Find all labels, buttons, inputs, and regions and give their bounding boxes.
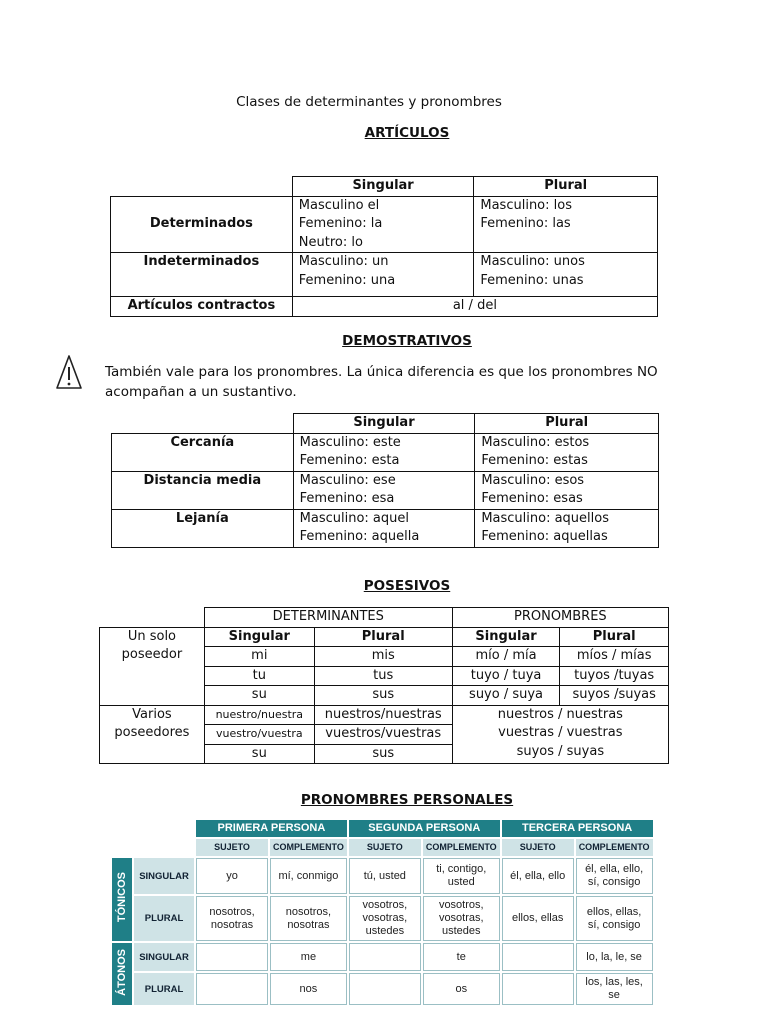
cell-singular [292, 196, 474, 253]
value: Masculino: un [298, 254, 389, 269]
pp-cell: tú, usted [349, 858, 421, 894]
col-plural: Plural [474, 177, 658, 197]
cell-plural [474, 196, 658, 253]
value: Masculino: los [480, 197, 572, 213]
col-singular: Singular [292, 177, 474, 197]
value: Femenino: estas [481, 453, 588, 468]
row-label-indeterminados: Indeterminados [111, 253, 293, 297]
row-label-contractos: Artículos contractos [111, 297, 293, 317]
value: nuestros / nuestras [497, 706, 623, 722]
row-label-determinados: Determinados [111, 196, 293, 253]
pp-cell: él, ella, ello, sí, consigo [576, 858, 653, 894]
value: Femenino: una [298, 272, 396, 288]
blank [112, 839, 132, 856]
document-title: Clases de determinantes y pronombres [236, 94, 502, 110]
value: Masculino: aquel [299, 510, 409, 526]
row-plural: PLURAL [134, 896, 194, 941]
value: Masculino: unos [480, 254, 585, 269]
det-plural: sus [314, 686, 452, 706]
col-det-plural: Plural [314, 627, 452, 647]
pp-cell: vosotros, vosotras, ustedes [349, 896, 421, 941]
det-plural: sus [314, 744, 452, 764]
pp-cell: nos [270, 973, 347, 1005]
pron-plural: míos / mías [560, 647, 669, 667]
det-singular: tu [204, 666, 314, 686]
col-det-singular: Singular [204, 627, 314, 647]
det-plural: vuestros/vuestras [314, 725, 452, 745]
pp-cell [196, 943, 268, 971]
pp-cell: vosotros, vosotras, ustedes [423, 896, 500, 941]
blank [134, 839, 194, 856]
header-primera: PRIMERA PERSONA [196, 820, 347, 837]
value: Femenino: aquella [299, 529, 420, 544]
row-label-cercania: Cercanía [112, 433, 294, 471]
pp-cell: te [423, 943, 500, 971]
pp-cell: nosotros, nosotras [270, 896, 347, 941]
row-label-lejania: Lejanía [112, 509, 294, 547]
det-singular: vuestro/vuestra [204, 725, 314, 745]
pp-cell: él, ella, ello [502, 858, 574, 894]
col-singular: Singular [293, 414, 475, 434]
value: Neutro: lo [298, 234, 363, 250]
cell-singular [293, 433, 475, 471]
label-line: Un solo [127, 628, 177, 644]
row-label-varios-poseedores [100, 705, 205, 764]
value: Femenino: esa [299, 491, 395, 506]
pp-cell: os [423, 973, 500, 1005]
sub-sujeto: SUJETO [196, 839, 268, 856]
value: Masculino: ese [299, 472, 396, 488]
pp-cell: lo, la, le, se [576, 943, 653, 971]
det-plural: nuestros/nuestras [314, 705, 452, 725]
cell-plural [475, 471, 659, 509]
pp-cell: mí, conmigo [270, 858, 347, 894]
cell-plural [475, 433, 659, 471]
det-singular: mi [204, 647, 314, 667]
cell-singular [293, 509, 475, 547]
pron-varios [452, 705, 668, 764]
empty-corner [100, 608, 205, 628]
label-line: poseedores [114, 725, 190, 740]
row-label-distancia-media: Distancia media [112, 471, 294, 509]
pp-cell: los, las, les, se [576, 973, 653, 1005]
section-heading-demostrativos: DEMOSTRATIVOS [342, 333, 472, 349]
sub-sujeto: SUJETO [502, 839, 574, 856]
contractos-value: al / del [292, 297, 657, 317]
pp-cell: ellos, ellas [502, 896, 574, 941]
det-plural: tus [314, 666, 452, 686]
cell-plural [475, 509, 659, 547]
det-singular: su [204, 686, 314, 706]
pron-singular: suyo / suya [452, 686, 560, 706]
pp-cell: ti, contigo, usted [423, 858, 500, 894]
value: Femenino: aquellas [481, 529, 608, 544]
pron-plural: tuyos /tuyas [560, 666, 669, 686]
pp-cell: ellos, ellas, sí, consigo [576, 896, 653, 941]
value: vuestras / vuestras [498, 725, 623, 740]
pp-cell [196, 973, 268, 1005]
atonos-label: ÁTONOS [115, 948, 128, 996]
sub-sujeto: SUJETO [349, 839, 421, 856]
sub-complemento: COMPLEMENTO [270, 839, 347, 856]
pp-cell: me [270, 943, 347, 971]
pp-cell [502, 943, 574, 971]
row-plural: PLURAL [134, 973, 194, 1005]
col-plural: Plural [475, 414, 659, 434]
articulos-table [110, 176, 658, 317]
section-heading-posesivos: POSESIVOS [363, 578, 451, 594]
pron-plural: suyos /suyas [560, 686, 669, 706]
group-pronombres: PRONOMBRES [452, 608, 668, 628]
tonicos-label: TÓNICOS [115, 872, 128, 923]
value: Femenino: las [480, 216, 571, 231]
cell-plural [474, 253, 658, 297]
value: Masculino el [298, 197, 380, 213]
side-tonicos [112, 858, 132, 941]
det-singular: su [204, 744, 314, 764]
cell-singular [293, 471, 475, 509]
section-heading-personales: PRONOMBRES PERSONALES [300, 792, 514, 808]
cell-singular [292, 253, 474, 297]
row-label-un-solo-poseedor [100, 627, 205, 705]
warning-icon [55, 354, 83, 392]
pp-cell [349, 943, 421, 971]
pp-cell: yo [196, 858, 268, 894]
personales-table [110, 818, 655, 1007]
side-atonos [112, 943, 132, 1005]
group-determinantes: DETERMINANTES [204, 608, 452, 628]
det-singular: nuestro/nuestra [204, 705, 314, 725]
header-segunda: SEGUNDA PERSONA [349, 820, 500, 837]
empty-corner [112, 414, 294, 434]
blank [134, 820, 194, 837]
pp-cell: nosotros, nosotras [196, 896, 268, 941]
label-line: Varios [132, 706, 172, 722]
demostrativos-table [111, 413, 659, 548]
value: Femenino: unas [480, 272, 584, 288]
blank [112, 820, 132, 837]
sub-complemento: COMPLEMENTO [423, 839, 500, 856]
value: Masculino: este [299, 434, 401, 450]
label-line: poseedor [121, 647, 183, 662]
pp-cell [502, 973, 574, 1005]
value: Masculino: aquellos [481, 510, 609, 526]
pron-singular: mío / mía [452, 647, 560, 667]
value: Femenino: esta [299, 453, 400, 468]
row-singular: SINGULAR [134, 943, 194, 971]
header-tercera: TERCERA PERSONA [502, 820, 653, 837]
col-pron-singular: Singular [452, 627, 560, 647]
col-pron-plural: Plural [560, 627, 669, 647]
section-heading-articulos: ARTÍCULOS [364, 125, 450, 141]
row-singular: SINGULAR [134, 858, 194, 894]
value: Femenino: esas [481, 491, 583, 506]
value: suyos / suyas [516, 743, 605, 759]
pron-singular: tuyo / tuya [452, 666, 560, 686]
demostrativos-note: También vale para los pronombres. La única diferencia es que los pronombres NO acompañan a un sustantivo. [105, 364, 658, 400]
det-plural: mis [314, 647, 452, 667]
empty-corner [111, 177, 293, 197]
sub-complemento: COMPLEMENTO [576, 839, 653, 856]
value: Masculino: estos [481, 434, 590, 450]
posesivos-table [99, 607, 669, 764]
value: Masculino: esos [481, 472, 585, 488]
pp-cell [349, 973, 421, 1005]
value: Femenino: la [298, 216, 383, 231]
